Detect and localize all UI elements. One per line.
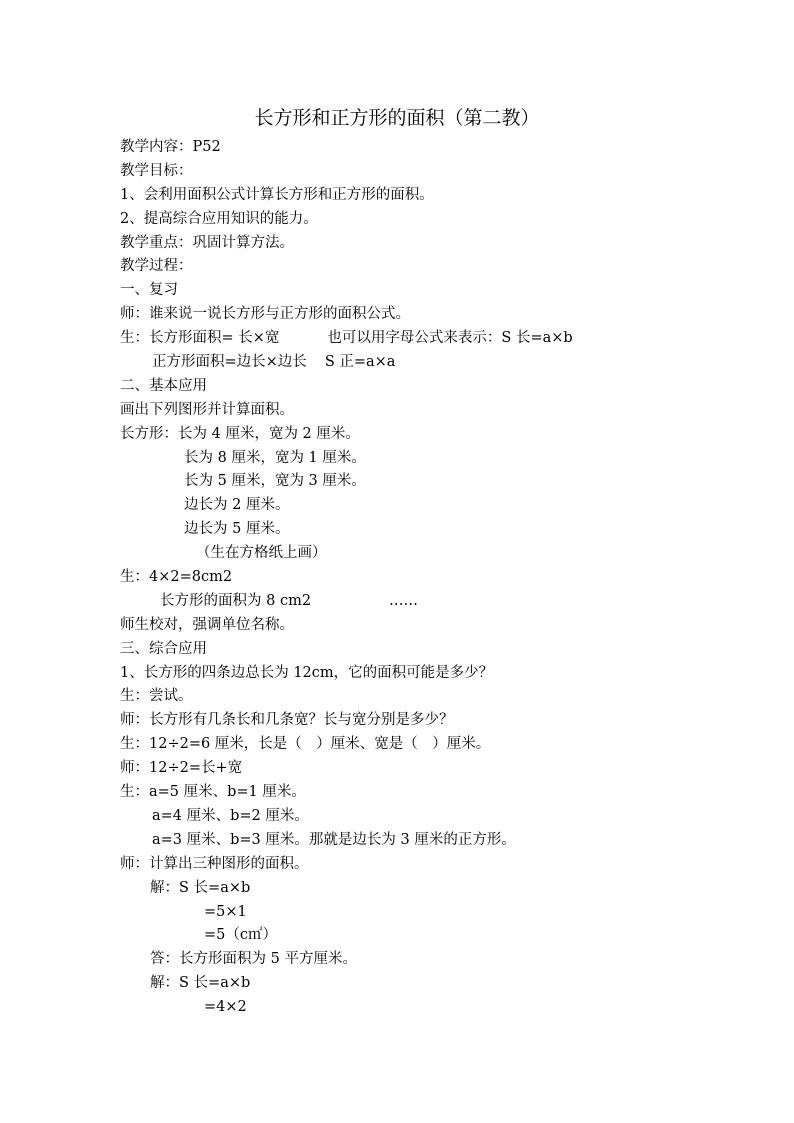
text-line: 生：a=5 厘米、b=1 厘米。 (120, 784, 306, 801)
section-heading: 二、基本应用 (120, 377, 207, 394)
text-line: 解：S 长=a×b (150, 879, 251, 896)
text-line: 生：4×2=8cm2 (120, 569, 233, 586)
text-line: 生：尝试。 (120, 688, 193, 705)
text-line: 生：12÷2=6 厘米，长是（ ）厘米、宽是（ ）厘米。 (120, 736, 491, 753)
document-body (120, 136, 760, 1020)
text-line: 1、会利用面积公式计算长方形和正方形的面积。 (120, 186, 434, 203)
text-line: 教学目标： (120, 162, 193, 179)
text-line: =5（c㎡） (204, 927, 277, 944)
text-line: =5×1 (204, 903, 247, 920)
text-line: 答：长方形面积为 5 平方厘米。 (150, 951, 357, 968)
text-line: 师：谁来说一说长方形与正方形的面积公式。 (120, 306, 410, 323)
text-line: 教学内容：P52 (120, 139, 221, 155)
section-heading: 一、复习 (120, 282, 178, 299)
text-line: 教学过程： (120, 258, 193, 275)
text-line: 长方形：长为 4 厘米，宽为 2 厘米。 (120, 425, 360, 442)
text-line: 师：计算出三种图形的面积。 (120, 855, 309, 872)
text-line: =4×2 (204, 999, 247, 1016)
text-line: 正方形面积=边长×边长 S 正=a×a (152, 354, 396, 371)
text-line: a=3 厘米、b=3 厘米。那就是边长为 3 厘米的正方形。 (152, 831, 516, 848)
text-line: （生在方格纸上画） (196, 545, 327, 562)
section-heading: 三、综合应用 (120, 640, 207, 657)
text-line: 师：12÷2=长+宽 (120, 760, 243, 777)
text-line: 师：长方形有几条长和几条宽？长与宽分别是多少？ (120, 712, 454, 729)
document-title: 长方形和正方形的面积（第二教） (254, 107, 540, 129)
text-line: 1、长方形的四条边总长为 12cm，它的面积可能是多少？ (120, 664, 494, 681)
text-line: 解：S 长=a×b (150, 975, 251, 992)
text-line: 教学重点：巩固计算方法。 (120, 234, 294, 251)
text-line: 长为 8 厘米，宽为 1 厘米。 (184, 449, 366, 466)
text-line: 边长为 2 厘米。 (184, 497, 290, 514)
text-line: 2、提高综合应用知识的能力。 (120, 210, 318, 227)
text-line: 画出下列图形并计算面积。 (120, 401, 294, 418)
text-line: 边长为 5 厘米。 (184, 521, 290, 538)
text-line: 长为 5 厘米，宽为 3 厘米。 (184, 473, 366, 490)
text-line: 师生校对，强调单位名称。 (120, 616, 294, 633)
text-line: 长方形的面积为 8 cm2 …… (160, 592, 419, 609)
text-line: a=4 厘米、b=2 厘米。 (152, 807, 309, 824)
text-line: 生：长方形面积= 长×宽 也可以用字母公式来表示：S 长=a×b (120, 330, 573, 347)
